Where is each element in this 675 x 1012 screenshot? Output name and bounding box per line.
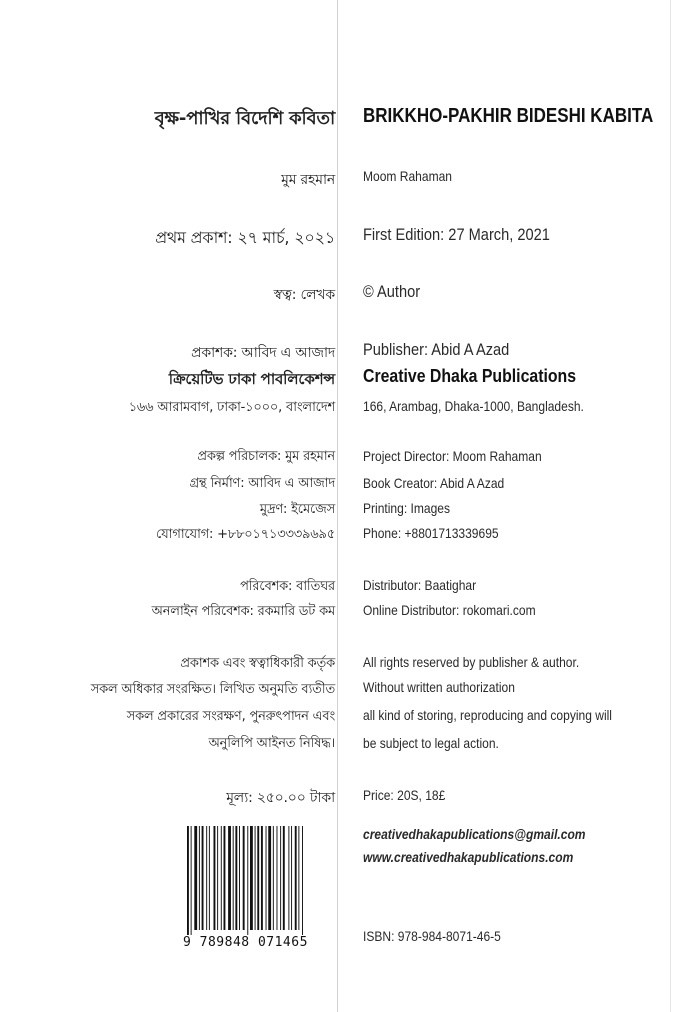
english-online-distributor: Online Distributor: rokomari.com xyxy=(363,602,536,618)
english-publisher-line: Publisher: Abid A Azad xyxy=(363,340,510,359)
barcode-bar xyxy=(191,826,192,938)
bangla-address: ১৬৬ আরামবাগ, ঢাকা-১০০০, বাংলাদেশ xyxy=(128,400,335,415)
bangla-publisher-line: প্রকাশক: আবিদ এ আজাদ xyxy=(191,345,335,361)
barcode-bar xyxy=(228,826,231,930)
barcode-bar xyxy=(288,826,289,930)
bangla-distributor: পরিবেশক: বাতিঘর xyxy=(240,579,335,594)
english-distributor: Distributor: Baatighar xyxy=(363,577,477,593)
barcode-bar xyxy=(257,826,259,930)
barcode-bar xyxy=(235,826,237,930)
barcode-bar xyxy=(295,826,297,930)
bangla-phone: যোগাযোগ: +৮৮০১৭১৩৩৩৯৬৯৫ xyxy=(156,527,335,542)
barcode-bar xyxy=(302,826,303,938)
bangla-title: বৃক্ষ-পাখির বিদেশি কবিতা xyxy=(154,108,335,129)
english-rights-3: all kind of storing, reproducing and copying will xyxy=(363,707,612,723)
barcode-bar xyxy=(250,826,253,930)
bangla-rights-2: সকল অধিকার সংরক্ষিত। লিখিত অনুমতি ব্যতীত xyxy=(90,682,335,697)
barcode-bar xyxy=(187,826,189,938)
barcode-bar xyxy=(268,826,271,930)
bangla-copyright: স্বত্ব: লেখক xyxy=(273,287,335,303)
english-phone: Phone: +8801713339695 xyxy=(363,525,499,541)
english-rights-1: All rights reserved by publisher & author. xyxy=(363,654,580,670)
english-isbn: ISBN: 978-984-8071-46-5 xyxy=(363,928,501,944)
english-price: Price: 20S, 18£ xyxy=(363,787,446,803)
bangla-edition: প্রথম প্রকাশ: ২৭ মার্চ, ২০২১ xyxy=(155,228,335,247)
english-publisher-name: Creative Dhaka Publications xyxy=(363,366,577,386)
bangla-publisher-name: ক্রিয়েটিভ ঢাকা পাবলিকেশন্স xyxy=(168,370,335,388)
barcode-bar xyxy=(239,826,240,930)
barcode-bar xyxy=(233,826,234,930)
english-copyright: © Author xyxy=(363,282,421,301)
barcode-bar xyxy=(206,826,207,930)
barcode-bar xyxy=(247,826,248,938)
bangla-price: মূল্য: ২৫০.০০ টাকা xyxy=(226,790,335,806)
barcode-bar xyxy=(283,826,285,930)
barcode-bars xyxy=(185,826,337,938)
center-divider xyxy=(337,0,338,1012)
english-project-director: Project Director: Moom Rahaman xyxy=(363,448,542,464)
barcode-bar xyxy=(261,826,263,930)
barcode-bar xyxy=(277,826,278,930)
bangla-rights-4: অনুলিপি আইনত নিষিদ্ধ। xyxy=(208,736,335,751)
english-author: Moom Rahaman xyxy=(363,168,453,184)
english-rights-4: be subject to legal action. xyxy=(363,735,499,751)
barcode-bar xyxy=(214,826,216,930)
bangla-printing: মুদ্রণ: ইমেজেস xyxy=(259,502,335,517)
english-website[interactable]: www.creativedhakapublications.com xyxy=(363,849,574,865)
barcode-bar xyxy=(209,826,210,930)
english-printing: Printing: Images xyxy=(363,500,451,516)
barcode-bar xyxy=(194,826,197,930)
barcode-bar xyxy=(224,826,226,930)
right-edge-line xyxy=(670,0,671,1012)
barcode-bar xyxy=(243,826,245,930)
bangla-rights-1: প্রকাশক এবং স্বত্বাধিকারী কর্তৃক xyxy=(180,656,335,671)
bangla-author: মুম রহমান xyxy=(281,172,335,188)
barcode-bar xyxy=(221,826,222,930)
barcode-bar xyxy=(266,826,267,930)
barcode-bar xyxy=(217,826,218,930)
barcode-bar xyxy=(273,826,274,930)
english-book-creator: Book Creator: Abid A Azad xyxy=(363,475,505,491)
barcode-bar xyxy=(291,826,292,930)
bangla-book-creator: গ্রন্থ নির্মাণ: আবিদ এ আজাদ xyxy=(189,476,335,491)
barcode-bar xyxy=(280,826,281,930)
bangla-rights-3: সকল প্রকারের সংরক্ষণ, পুনরুৎপাদন এবং xyxy=(126,709,335,724)
isbn-barcode xyxy=(185,826,337,952)
barcode-digits: 9 789848 071465 xyxy=(183,935,337,950)
english-email[interactable]: creativedhakapublications@gmail.com xyxy=(363,826,586,842)
barcode-bar xyxy=(202,826,204,930)
barcode-bar xyxy=(199,826,200,930)
english-address: 166, Arambag, Dhaka-1000, Bangladesh. xyxy=(363,398,584,414)
english-title: BRIKKHO-PAKHIR BIDESHI KABITA xyxy=(363,105,654,127)
english-rights-2: Without written authorization xyxy=(363,679,515,695)
english-edition: First Edition: 27 March, 2021 xyxy=(363,225,550,244)
barcode-bar xyxy=(298,826,299,930)
bangla-online-distributor: অনলাইন পরিবেশক: রকমারি ডট কম xyxy=(151,604,335,619)
bangla-project-director: প্রকল্প পরিচালক: মুম রহমান xyxy=(197,449,335,464)
barcode-bar xyxy=(255,826,256,930)
